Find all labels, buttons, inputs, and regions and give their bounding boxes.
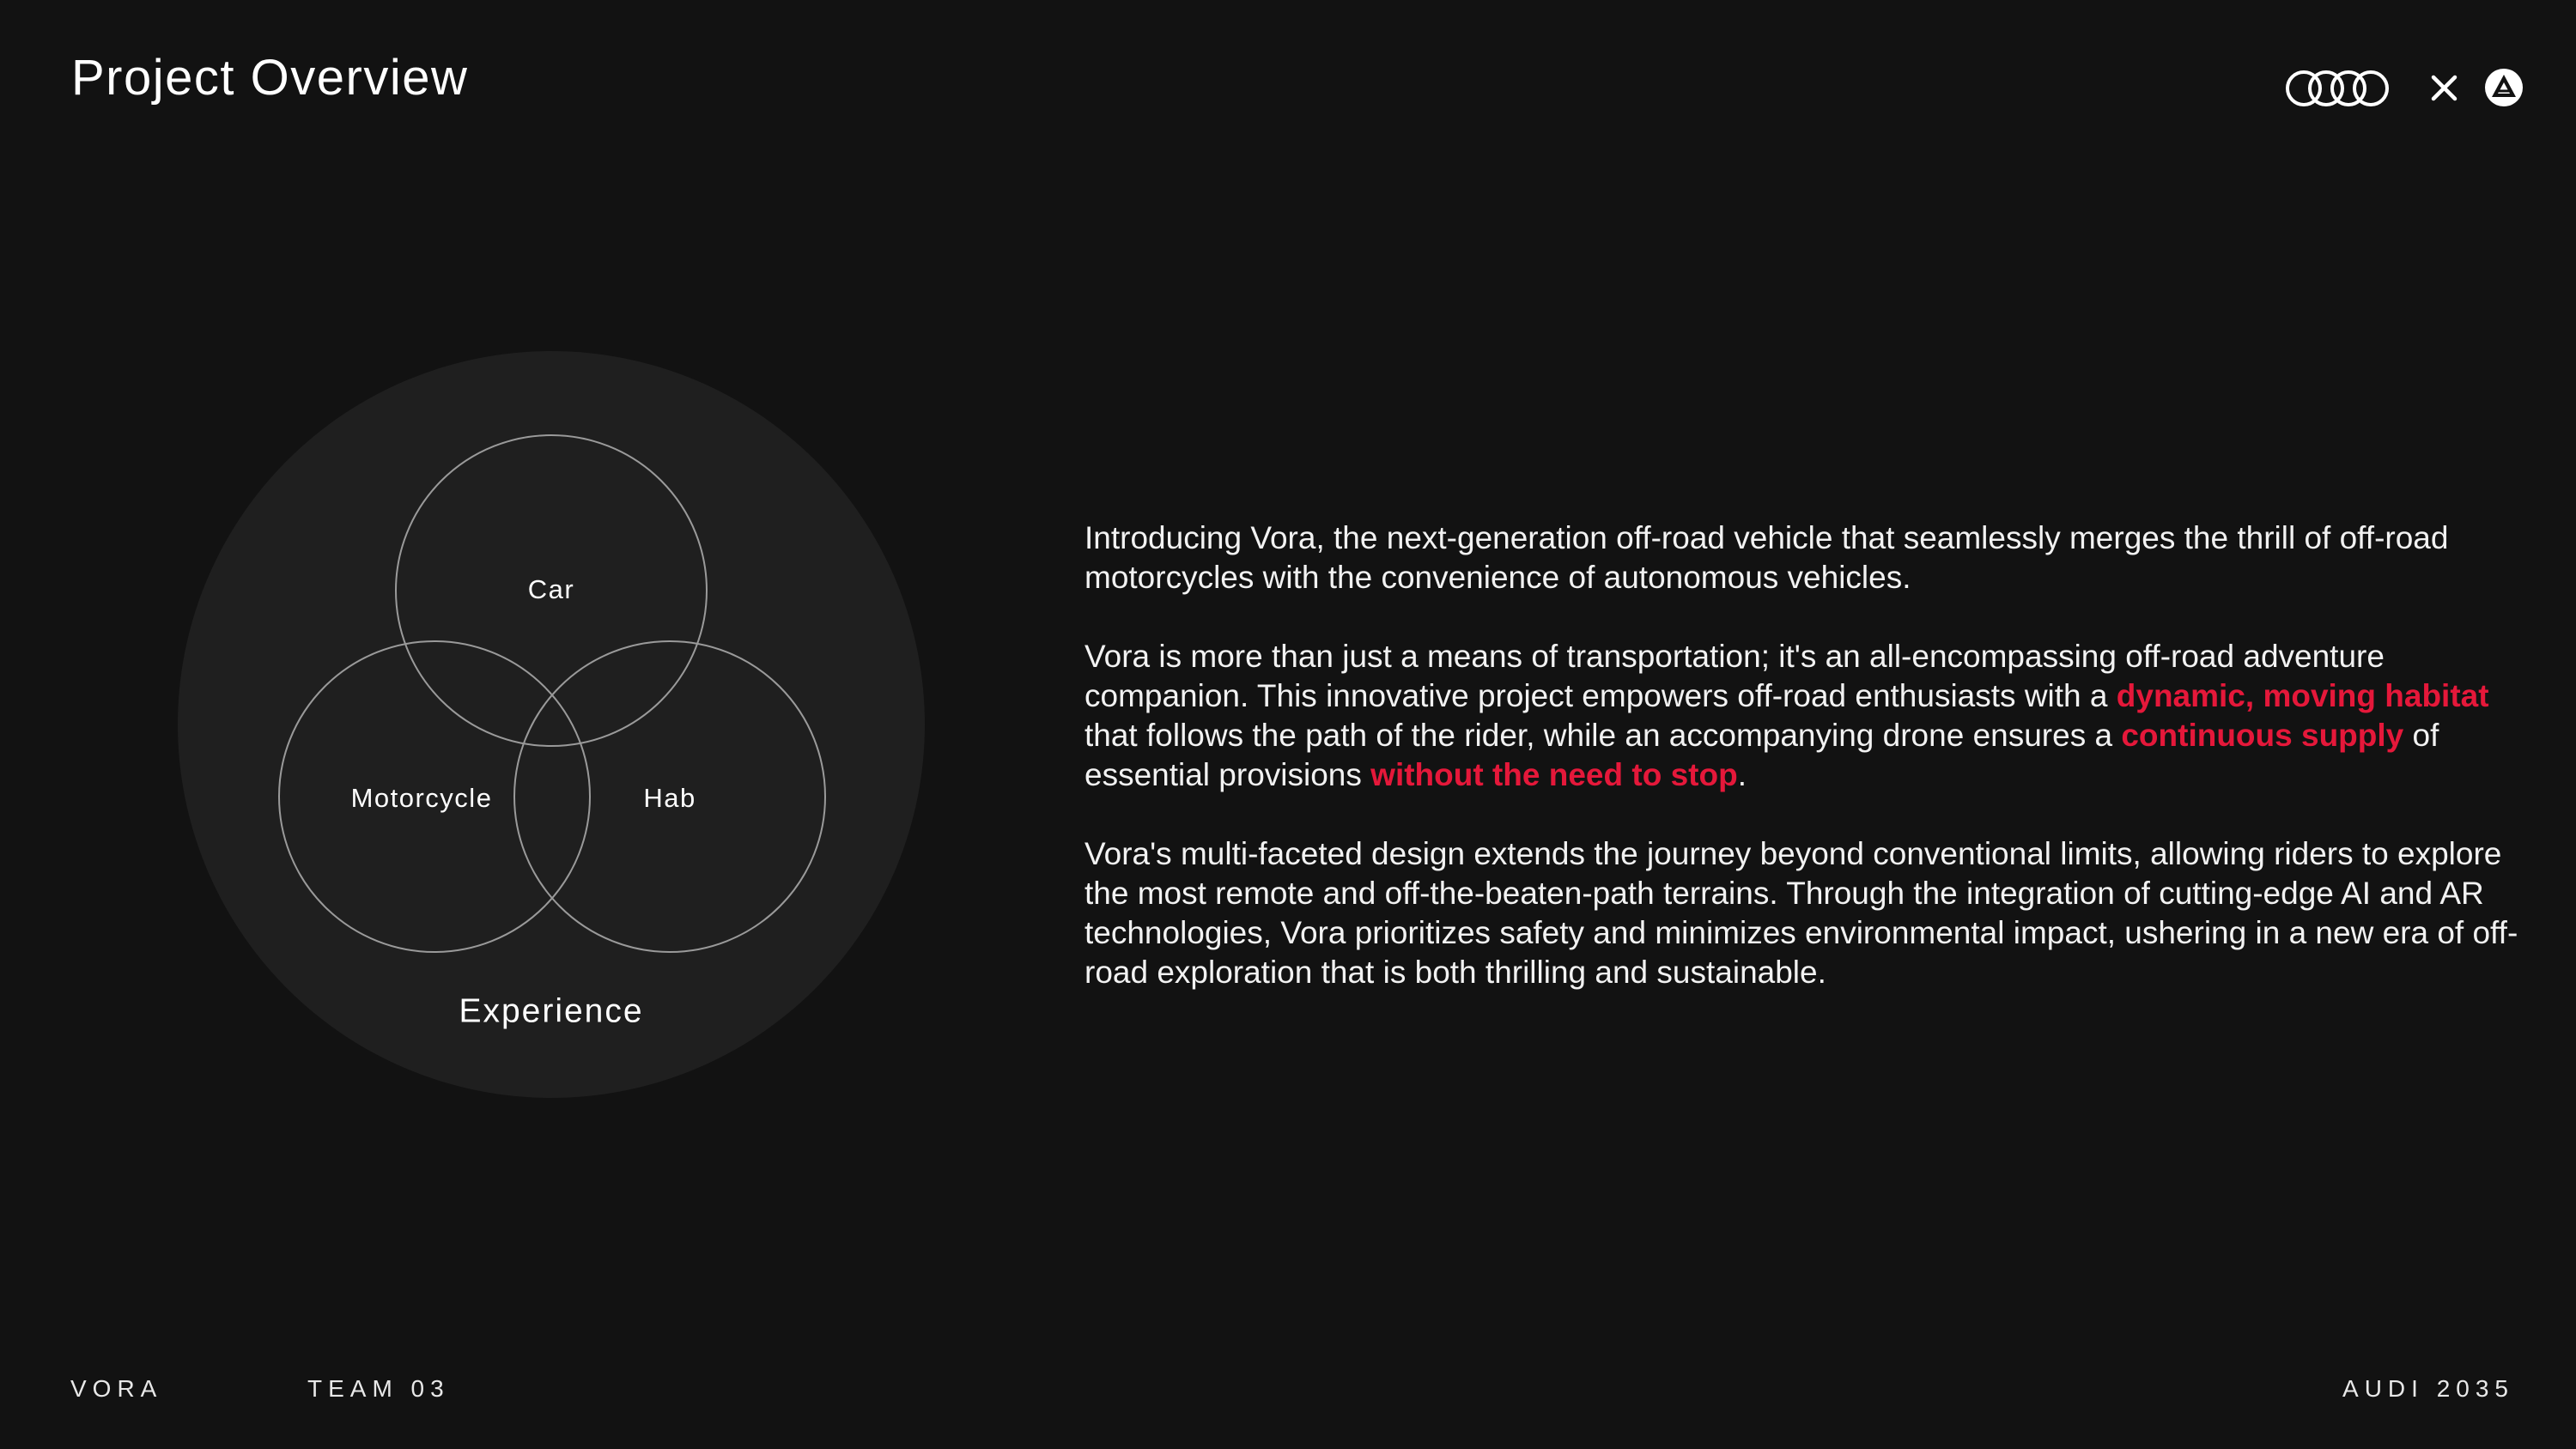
- habitat-paragraph: Vora is more than just a means of transportation; it's an all-encompassing off-road adventure companion. This innovative project empowers off-road enthusiasts with a dynamic, moving habitat that follows the path of the rider, while an accompanying drone ensures a continuous supply of essential provisions without the need to stop.: [1084, 639, 2489, 792]
- footer-brand: AUDI 2035: [2342, 1375, 2514, 1402]
- highlight-without-stop: without the need to stop: [1370, 757, 1738, 792]
- footer-project-name: VORA: [70, 1375, 163, 1402]
- partner-triangle-icon: [2485, 69, 2523, 106]
- design-paragraph: Vora's multi-faceted design extends the journey beyond conventional limits, allowing riders to explore the most remote and off-the-beaten-path terrains. Through the integration of cutting-edge AI and AR technologies, Vora prioritizes safety and minimizes environmental impact, ushering in a new era of off-road exploration that is both thrilling and sustainable.: [1084, 836, 2518, 990]
- experience-circle: [178, 351, 925, 1098]
- close-icon: [2433, 77, 2455, 99]
- logo-bar: [2284, 58, 2533, 118]
- intro-paragraph: Introducing Vora, the next-generation off-road vehicle that seamlessly merges the thrill of off-road motorcycles with the convenience of autonomous vehicles.: [1084, 520, 2449, 595]
- venn-diagram: [0, 0, 1030, 1202]
- footer-team: TEAM 03: [307, 1375, 450, 1402]
- highlight-continuous-supply: continuous supply: [2121, 718, 2404, 753]
- audi-rings-icon: [2287, 72, 2387, 105]
- overview-text: [1084, 518, 2527, 1032]
- experience-label: Experience: [459, 992, 644, 1030]
- car-label: Car: [527, 574, 575, 605]
- page-title: Project Overview: [71, 50, 469, 106]
- motorcycle-label: Motorcycle: [350, 783, 493, 814]
- highlight-moving-habitat: dynamic, moving habitat: [2116, 678, 2489, 713]
- hab-label: Hab: [643, 783, 696, 814]
